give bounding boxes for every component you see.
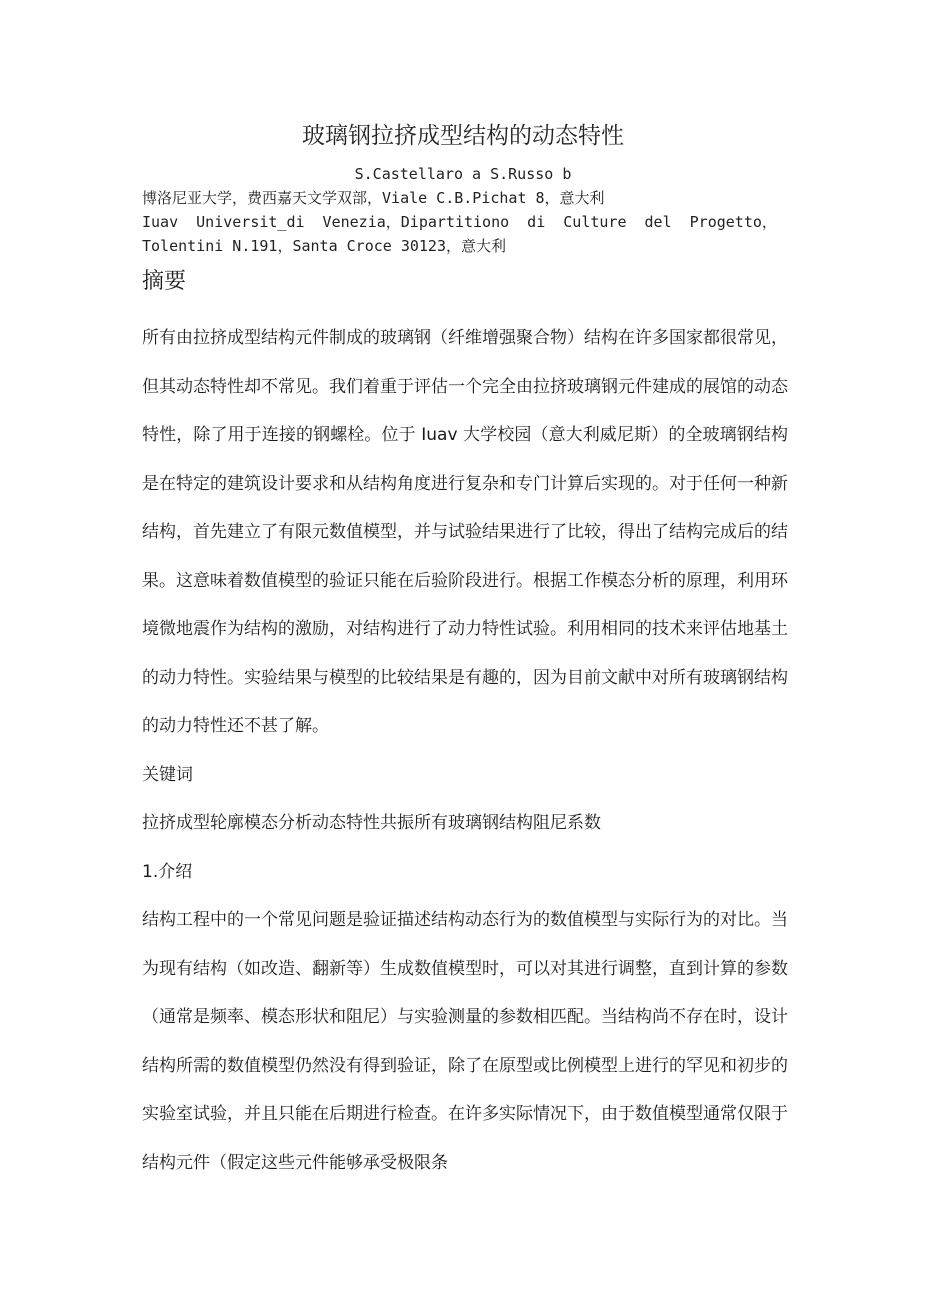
keywords-text: 拉挤成型轮廓模态分析动态特性共振所有玻璃钢结构阻尼系数 (142, 813, 601, 833)
affiliation-line-2: Iuav Universit_di Venezia，Dipartitiono di Culture del Progetto， (142, 213, 777, 231)
affiliation-line-1: 博洛尼亚大学，费西嘉天文学双部，Viale C.B.Pichat 8，意大利 (142, 189, 605, 207)
abstract-text: 所有由拉挤成型结构元件制成的玻璃钢（纤维增强聚合物）结构在许多国家都很常见，但其动态特性却不常见。我们着重于评估一个完全由拉挤玻璃钢元件建成的展馆的动态特性，除了用于连接的钢螺栓。位于 Iuav 大学校园（意大利威尼斯）的全玻璃钢结构是在特定的建筑设计要求和从结构角度进行复杂和专门计算后实现的。对于任何一种新结构，首先建立了有限元数值模型，并与试验结果进行了比较，得出了结构完成后的结果。这意味着数值模型的验证只能在后验阶段进行。根据工作模态分析的原理，利用环境微地震作为结构的激励，对结构进行了动力特性试验。利用相同的技术来评估地基土的动力特性。实验结果与模型的比较结果是有趣的，因为目前文献中对所有玻璃钢结构的动力特性还不甚了解。 (142, 328, 788, 736)
author-line: S.Castellaro a S.Russo b (354, 165, 572, 183)
introduction-text: 结构工程中的一个常见问题是验证描述结构动态行为的数值模型与实际行为的对比。当为现有结构（如改造、翻新等）生成数值模型时，可以对其进行调整，直到计算的参数（通常是频率、模态形状和阻尼）与实验测量的参数相匹配。当结构尚不存在时，设计结构所需的数值模型仍然没有得到验证，除了在原型或比例模型上进行的罕见和初步的实验室试验，并且只能在后期进行检查。在许多实际情况下，由于数值模型通常仅限于结构元件（假定这些元件能够承受极限条 (142, 910, 788, 1173)
paper-title: 玻璃钢拉挤成型结构的动态特性 (302, 123, 624, 149)
document-body (142, 314, 788, 1187)
abstract-heading: 摘要 (142, 269, 187, 294)
keywords-heading: 关键词 (142, 764, 193, 785)
affiliation-line-3: Tolentini N.191，Santa Croce 30123，意大利 (142, 237, 506, 255)
introduction-heading: 1.介绍 (142, 861, 193, 882)
